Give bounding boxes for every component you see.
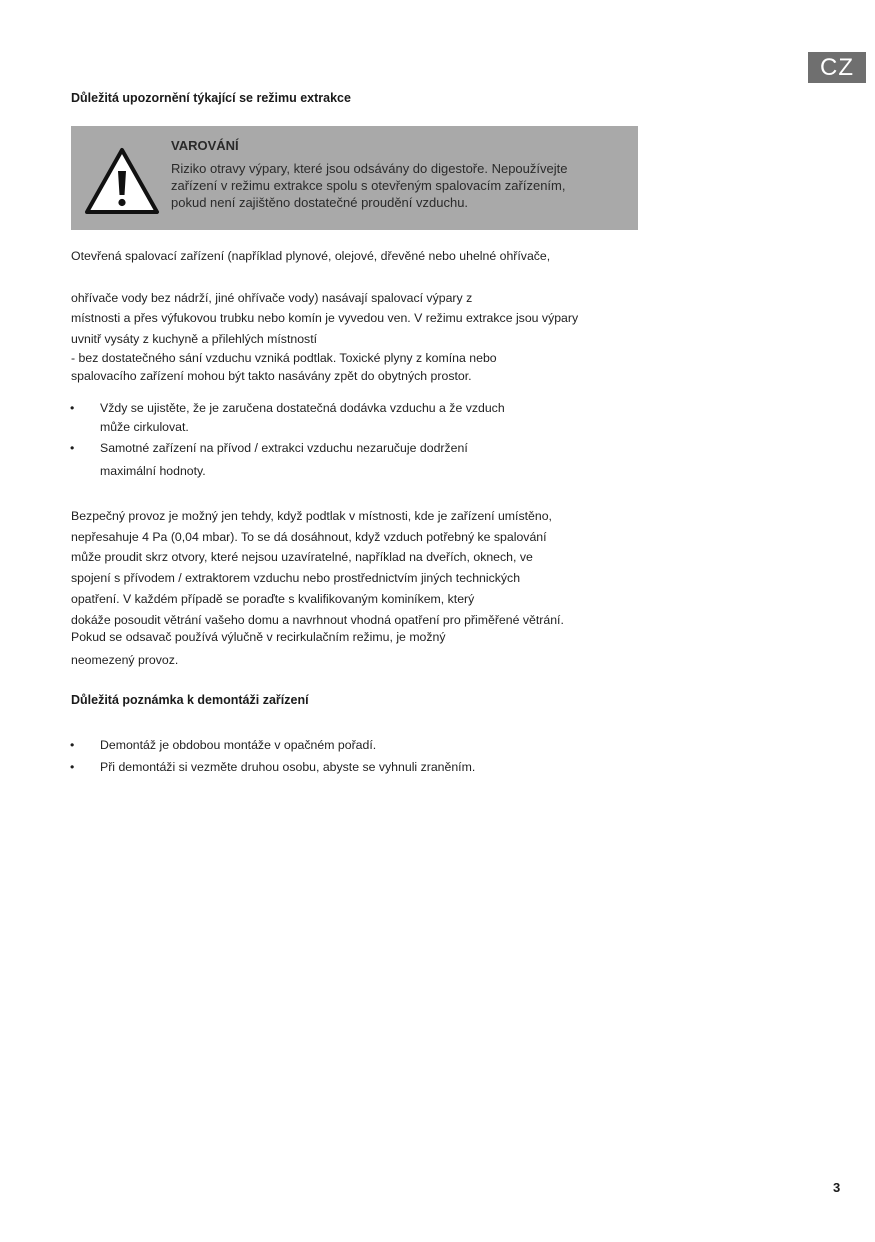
section-heading-dismantling: Důležitá poznámka k demontáži zařízení [71,693,309,707]
bullet-line: Při demontáži si vezměte druhou osobu, abyste se vyhnuli zraněním. [100,760,476,774]
warning-box [71,126,638,230]
bullet-line: může cirkulovat. [100,420,189,434]
language-tab: CZ [808,52,866,83]
warning-line: zařízení v režimu extrakce spolu s otevřeným spalovacím zařízením, [171,178,566,193]
bullet-line: Samotné zařízení na přívod / extrakci vzduchu nezaručuje dodržení [100,441,468,455]
paragraph-combustion-intro: Otevřená spalovací zařízení (například plynové, olejové, dřevěné nebo uhelné ohřívače, [71,249,551,263]
section-heading-extraction: Důležitá upozornění týkající se režimu extrakce [71,91,351,105]
paragraph-line: ohřívače vody bez nádrží, jiné ohřívače vody) nasávají spalovací výpary z [71,291,473,305]
paragraph-line: místnosti a přes výfukovou trubku nebo komín je vyvedou ven. V režimu extrakce jsou výpary [71,311,579,325]
warning-text [171,160,631,211]
paragraph-line: nepřesahuje 4 Pa (0,04 mbar). To se dá dosáhnout, když vzduch potřebný ke spalování [71,530,547,544]
bullet-symbol: • [70,401,75,415]
paragraph-line: může proudit skrz otvory, které nejsou uzavíratelné, například na dveřích, oknech, ve [71,550,533,564]
bullet-line: Demontáž je obdobou montáže v opačném pořadí. [100,738,377,752]
bullet-symbol: • [70,738,75,752]
warning-line: pokud není zajištěno dostatečné proudění vzduchu. [171,195,469,210]
paragraph-line: Pokud se odsavač používá výlučně v recirkulačním režimu, je možný [71,630,446,644]
bullet-line: maximální hodnoty. [100,464,206,478]
bullet-symbol: • [70,441,75,455]
paragraph-line: spojení s přívodem / extraktorem vzduchu nebo prostřednictvím jiných technických [71,571,521,585]
paragraph-line: - bez dostatečného sání vzduchu vzniká podtlak. Toxické plyny z komína nebo [71,351,497,365]
paragraph-line: spalovacího zařízení mohou být takto nasávány zpět do obytných prostor. [71,369,472,383]
paragraph-line: Bezpečný provoz je možný jen tehdy, když podtlak v místnosti, kde je zařízení umístěno, [71,509,552,523]
warning-line: Riziko otravy výpary, které jsou odsávány do digestoře. Nepoužívejte [171,161,568,176]
warning-triangle-icon [83,146,161,223]
paragraph-line: opatření. V každém případě se poraďte s kvalifikovaným kominíkem, který [71,592,475,606]
paragraph-line: uvnitř vysáty z kuchyně a přilehlých místností [71,332,318,346]
warning-title: VAROVÁNÍ [171,138,239,153]
paragraph-line: dokáže posoudit větrání vašeho domu a navrhnout vhodná opatření pro přiměřené větrání. [71,613,564,627]
bullet-line: Vždy se ujistěte, že je zaručena dostatečná dodávka vzduchu a že vzduch [100,401,505,415]
page-number: 3 [833,1180,841,1195]
bullet-symbol: • [70,760,75,774]
paragraph-line: neomezený provoz. [71,653,179,667]
